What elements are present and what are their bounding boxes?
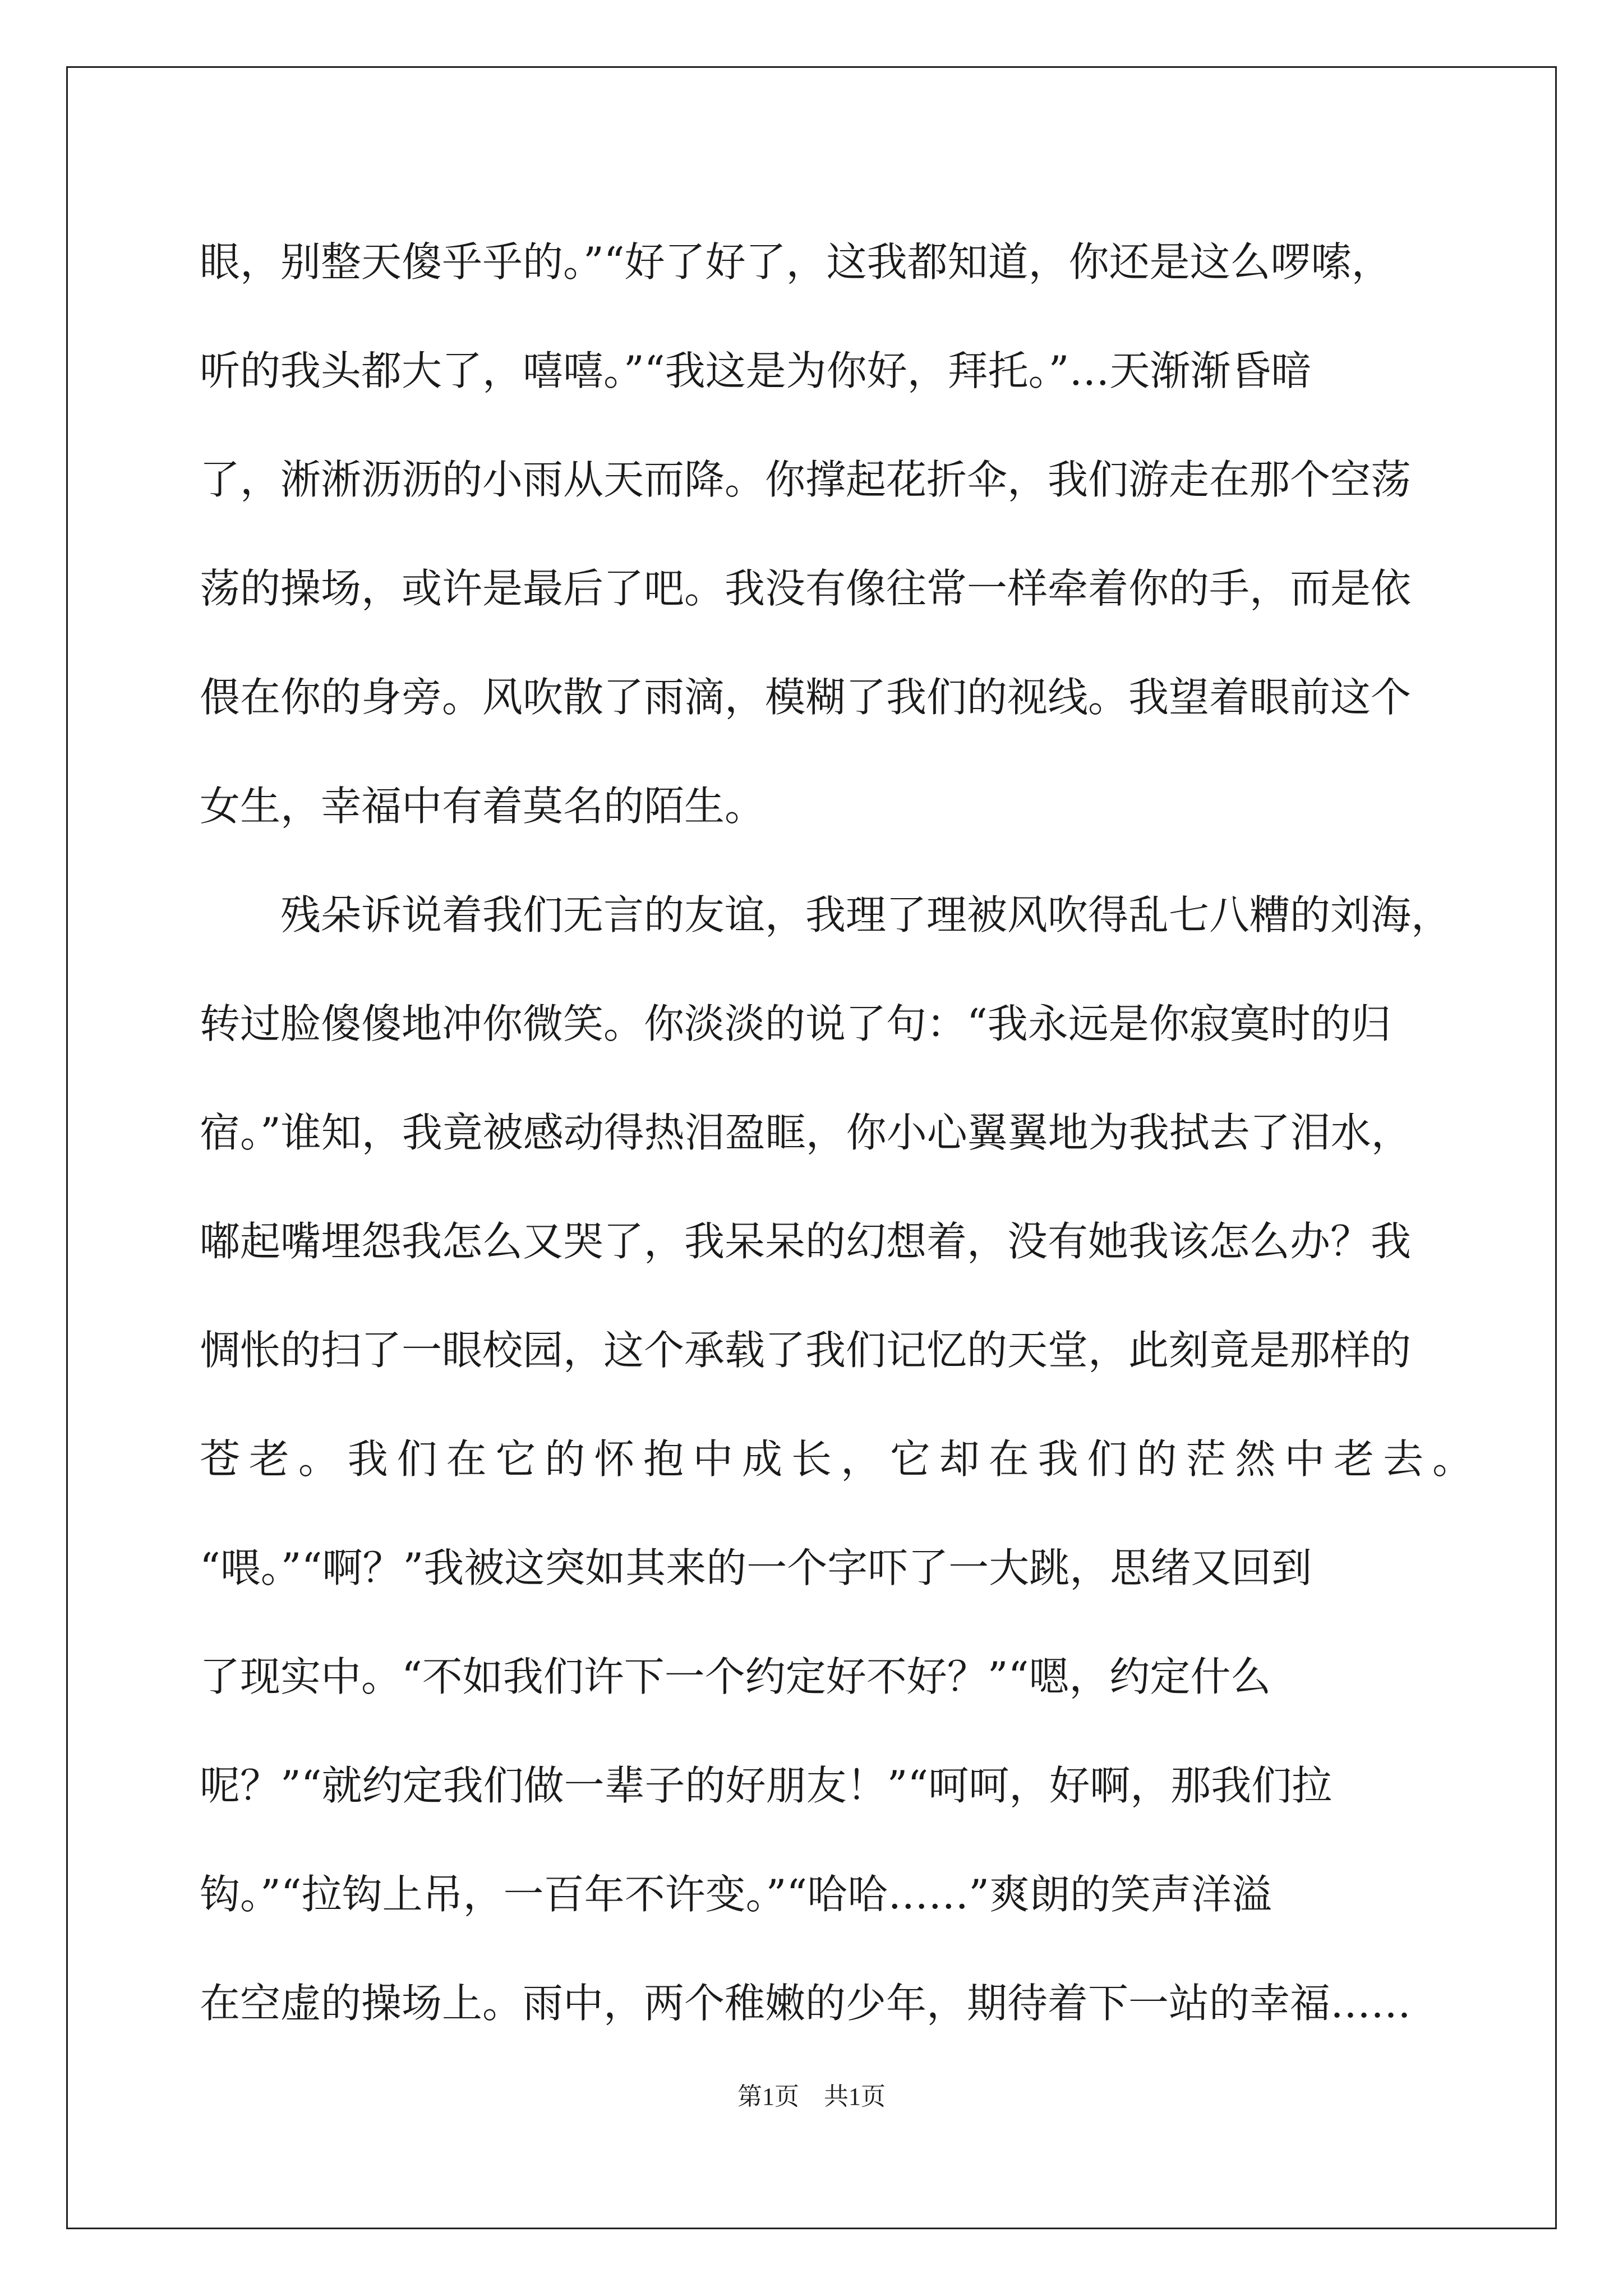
text-line: 宿。”谁知，我竟被感动得热泪盈眶，你小心翼翼地为我拭去了泪水， xyxy=(200,1109,1412,1156)
text-line: 听的我头都大了，嘻嘻。”“我这是为你好，拜托。”…天渐渐昏暗 xyxy=(200,347,1312,394)
text-line: 呢？”“就约定我们做一辈子的好朋友！”“呵呵，好啊，那我们拉 xyxy=(200,1762,1332,1809)
text-line: 在空虚的操场上。雨中，两个稚嫩的少年，期待着下一站的幸福…… xyxy=(200,1980,1412,2027)
text-line: 偎在你的身旁。风吹散了雨滴，模糊了我们的视线。我望着眼前这个 xyxy=(200,674,1412,721)
document-body xyxy=(200,208,1473,2058)
text-line: 眼，别整天傻乎乎的。”“好了好了，这我都知道，你还是这么啰嗦， xyxy=(200,238,1392,286)
paragraph-start-line: 残朵诉说着我们无言的友谊，我理了理被风吹得乱七八糟的刘海， xyxy=(280,891,1452,938)
text-line: “喂。”“啊？”我被这突如其来的一个字吓了一大跳，思绪又回到 xyxy=(200,1544,1312,1591)
text-line: 转过脸傻傻地冲你微笑。你淡淡的说了句：“我永远是你寂寞时的归 xyxy=(200,1000,1391,1047)
text-line: 嘟起嘴埋怨我怎么又哭了，我呆呆的幻想着，没有她我该怎么办？我 xyxy=(200,1218,1412,1265)
text-line: 了，淅淅沥沥的小雨从天而降。你撑起花折伞，我们游走在那个空荡 xyxy=(200,456,1412,503)
text-line: 惆怅的扫了一眼校园，这个承载了我们记忆的天堂，此刻竟是那样的 xyxy=(200,1327,1412,1374)
text-line: 女生，幸福中有着莫名的陌生。 xyxy=(200,783,766,830)
page-footer: 第1页 共1页 xyxy=(737,2083,886,2110)
text-line: 荡的操场，或许是最后了吧。我没有像往常一样牵着你的手，而是依 xyxy=(200,565,1412,612)
text-line: 了现实中。“不如我们许下一个约定好不好？”“嗯，约定什么 xyxy=(200,1653,1271,1700)
text-line: 苍老。我们在它的怀抱中成长，它却在我们的茫然中老去。 xyxy=(200,1435,1473,1483)
text-line: 钩。”“拉钩上吊，一百年不许变。”“哈哈……”爽朗的笑声洋溢 xyxy=(200,1871,1272,1918)
